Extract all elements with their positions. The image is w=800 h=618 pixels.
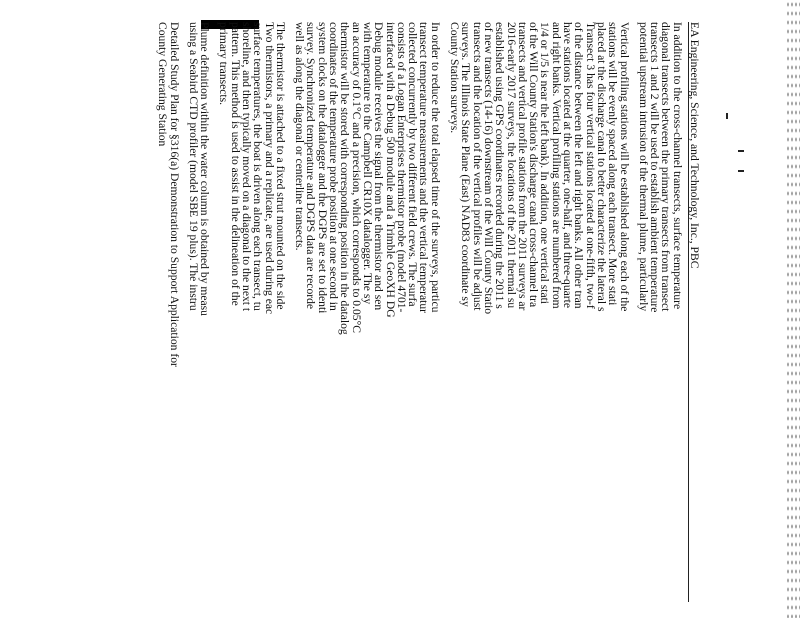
text-line: surface temperatures, the boat is driven along each transect, tu [251,22,265,311]
paragraph-plume-definition [188,22,211,602]
document-header: EA Engineering, Science, and Technology, Inc., PBC [688,22,700,602]
text-line: In addition to the cross-channel transects, surface temperature [670,22,684,310]
margin-mark [738,150,744,152]
text-line: 2016-early 2017 surveys, the locations of the 2011 thermal su [504,22,518,309]
text-line: of the distance between the left and right banks. All other tran [572,22,586,309]
text-line: Transect 3 has four vertical stations located at one-fifth, two-f [583,22,597,309]
text-line: In order to reduce the total elapsed time of the surveys, particu [428,22,442,313]
text-line: system clocks on the datalogger and the DGPS are set to identi [315,22,329,314]
paragraph-cross-channel [638,22,683,602]
text-line: and right banks. Vertical profiling stations are numbered from [549,22,563,309]
text-line: transects 1 and 2 will be used to establish ambient temperature [648,22,662,313]
margin-mark [738,170,744,172]
text-line: pattern. This method is used to assist in the delineation of the [228,22,242,306]
footer-line: Detailed Study Plan for §316(a) Demonstration to Support Application for [167,22,181,367]
text-line: coordinates of the temperature probe position at one second in [327,22,341,311]
text-line: diagonal transects between the primary transects from transect [659,22,673,312]
text-line: 1/4 or 1/5 is near the left bank). In addition, one vertical stati [538,22,552,305]
document-footer [157,22,180,602]
text-line: using a Seabird CTD profiler (model SBE 19 plus). The instru [186,22,200,311]
scan-edge-artifact [786,0,800,618]
paragraph-vertical-profiling [449,22,630,602]
text-line: Two thermistors, a primary and a replicate, are used during eac [262,22,276,315]
text-line: surveys. The Illinois State Plane (East) NAD83 coordinate sy [459,22,473,307]
text-line: with temperature to the Campbell CR10X datalogger. The sy [360,22,374,305]
rotated-document-body [157,22,700,602]
footer-line: County Generating Station [156,22,170,147]
text-line: County Station surveys. [448,22,462,134]
text-line: an accuracy of 0.1°C and a precision, which corresponds to 0.05°C [349,22,363,333]
text-line: have stations located at the quarter, one-half, and three-quarte [561,22,575,309]
text-line: Plume definition within the water column is obtained by measu [198,22,212,316]
text-line: survey. Synchronized temperature and DGPS data are recorde [304,22,318,310]
text-line: established using GPS coordinates recorded during the 2011 s [493,22,507,309]
paragraph-thermistor [218,22,286,602]
text-line: collected concurrently by two different field crews. The surfa [406,22,420,307]
paragraph-survey-equipment [294,22,441,602]
text-line: Debug module receives the signal from the thermistor and sen [372,22,386,311]
text-line: The thermistor is attached to a fixed strut mounted on the side [273,22,287,310]
text-line: consists of a Logan Enterprises thermistor probe (model 4701- [394,22,408,313]
text-line: placed at the discharge canal to better characterize the lateral s [594,22,608,312]
text-line: transects and the location of the vertical profiles will be adjust [470,22,484,311]
text-line: of new transects (14-16) downstream of the Will County Statio [481,22,495,315]
text-line: Vertical profiling stations will be established along each of the [617,22,631,312]
text-line: shoreline, and then typically moved on a diagonal to the next t [240,22,254,312]
text-line: primary transects. [217,22,231,106]
text-line: stations will be evenly spaced along each transect. More stati [606,22,620,306]
margin-mark [726,113,728,119]
text-line: transects and vertical profile stations from the 2011 surveys ar [515,22,529,311]
text-line: interfaced with a Debug 500 module and a Trimble GeoXH DG [383,22,397,318]
text-line: of the Will County Station's discharge canal cross-channel tra [527,22,541,308]
text-line: potential upstream intrusion of the thermal plume, particularly [636,22,650,312]
text-line: transect temperature measurements and the vertical temperatur [417,22,431,313]
text-line: thermistor will be stored with corresponding position in the datalog [338,22,352,335]
text-line: well as along the diagonal or centerline transects. [293,22,307,251]
